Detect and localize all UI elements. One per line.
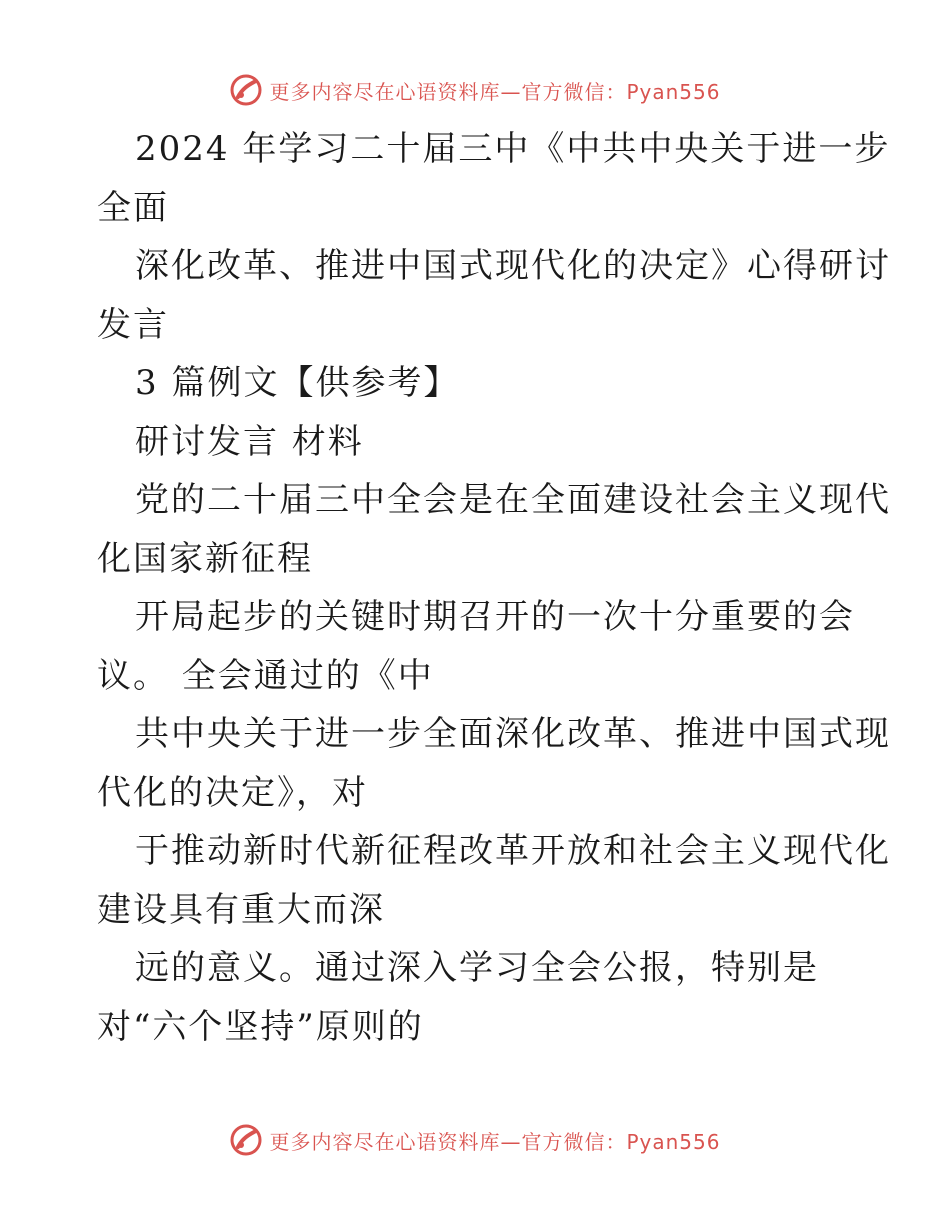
text-line: 2024 年学习二十届三中《中共中央关于进一步	[135, 129, 891, 169]
text-line: 发言	[97, 304, 169, 345]
text-line: 对“六个坚持”原则的	[97, 1006, 424, 1047]
text-line: 共中央关于进一步全面深化改革、推进中国式现	[135, 714, 891, 754]
text-line: 研讨发言 材料	[135, 421, 364, 462]
text-line: 深化改革、推进中国式现代化的决定》心得研讨	[135, 246, 891, 286]
document-body	[97, 120, 891, 1056]
ink-brush-logo-icon	[229, 1123, 263, 1157]
text-line: 全面	[97, 187, 169, 228]
text-line: 3 篇例文【供参考】	[135, 363, 460, 403]
footer-watermark	[0, 1120, 950, 1160]
watermark-text: 更多内容尽在心语资料库—官方微信：Pyan556	[269, 79, 721, 104]
watermark-text: 更多内容尽在心语资料库—官方微信：Pyan556	[269, 1129, 721, 1154]
text-line: 于推动新时代新征程改革开放和社会主义现代化	[135, 831, 891, 871]
ink-brush-logo-icon	[229, 73, 263, 107]
text-line: 议。 全会通过的《中	[97, 655, 434, 696]
text-line: 化国家新征程	[97, 538, 313, 579]
text-line: 建设具有重大而深	[97, 889, 385, 930]
text-line: 远的意义。通过深入学习全会公报，特别是	[135, 948, 819, 988]
text-line: 开局起步的关键时期召开的一次十分重要的会	[135, 597, 855, 637]
text-line: 代化的决定》，对	[97, 772, 368, 813]
header-watermark	[0, 70, 950, 110]
text-line: 党的二十届三中全会是在全面建设社会主义现代	[135, 480, 891, 520]
